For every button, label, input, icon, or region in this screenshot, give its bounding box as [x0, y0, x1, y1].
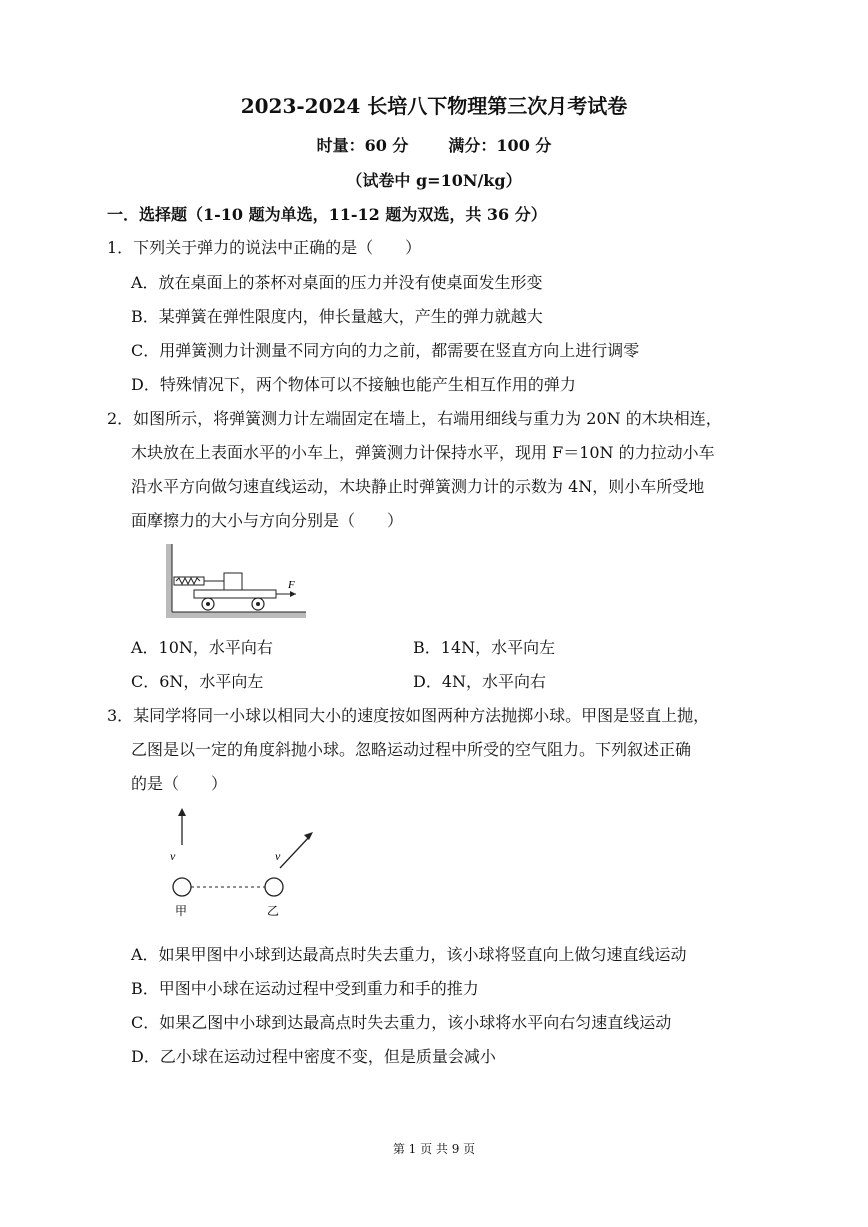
q3-option-c: C．如果乙图中小球到达最高点时失去重力，该小球将水平向右匀速直线运动 [131, 1013, 672, 1032]
g-note: （试卷中 g=10N/kg） [346, 171, 522, 190]
q2-stem-line-1: 2．如图所示，将弹簧测力计左端固定在墙上，右端用细线与重力为 20N 的木块相连， [107, 409, 722, 428]
page-title: 2023-2024 长培八下物理第三次月考试卷 [240, 94, 628, 118]
q3-stem-line-3: 的是（ ） [131, 774, 228, 793]
q3-stem-line-2: 乙图是以一定的角度斜抛小球。忽略运动过程中所受的空气阻力。下列叙述正确 [131, 740, 692, 759]
exam-meta [0, 133, 868, 156]
page-footer: 第 1 页 共 9 页 [392, 1142, 476, 1156]
wood-block [224, 573, 242, 590]
q3-stem-line-1: 3．某同学将同一小球以相同大小的速度按如图两种方法抛掷小球。甲图是竖直上抛， [107, 706, 710, 725]
ball-left [173, 878, 191, 896]
q1-option-d: D．特殊情况下，两个物体可以不接触也能产生相互作用的弹力 [131, 375, 576, 394]
q2-option-a: A．10N，水平向右 [131, 638, 273, 657]
cart [194, 590, 276, 598]
spring-cart-figure [160, 540, 310, 620]
q2-option-b: B．14N，水平向左 [413, 638, 556, 657]
throw-figure [160, 800, 330, 925]
velocity-label-right: v [275, 849, 281, 863]
q1-option-a: A．放在桌面上的茶杯对桌面的压力并没有使桌面发生形变 [131, 273, 543, 292]
q2-option-c: C．6N，水平向左 [131, 672, 264, 691]
ground [166, 612, 306, 618]
score-label: 满分：100 分 [448, 136, 552, 155]
q3-option-d: D．乙小球在运动过程中密度不变，但是质量会减小 [131, 1047, 496, 1066]
q1-stem: 1．下列关于弹力的说法中正确的是（ ） [107, 238, 422, 257]
q3-option-a: A．如果甲图中小球到达最高点时失去重力，该小球将竖直向上做匀速直线运动 [131, 945, 687, 964]
label-jia: 甲 [175, 904, 188, 918]
force-label: F [288, 579, 295, 591]
ball-right [265, 878, 283, 896]
q1-option-c: C．用弹簧测力计测量不同方向的力之前，都需要在竖直方向上进行调零 [131, 341, 640, 360]
q2-stem-line-3: 沿水平方向做匀速直线运动，木块静止时弹簧测力计的示数为 4N，则小车所受地 [131, 477, 705, 496]
q2-stem-line-2: 木块放在上表面水平的小车上，弹簧测力计保持水平，现用 F＝10N 的力拉动小车 [131, 443, 715, 462]
q2-stem-line-4: 面摩擦力的大小与方向分别是（ ） [131, 511, 404, 530]
spring-scale [174, 577, 224, 585]
section-heading: 一．选择题（1-10 题为单选，11-12 题为双选，共 36 分） [107, 205, 547, 224]
q3-option-b: B．甲图中小球在运动过程中受到重力和手的推力 [131, 979, 479, 998]
label-yi: 乙 [267, 904, 280, 918]
q1-option-b: B．某弹簧在弹性限度内，伸长量越大，产生的弹力就越大 [131, 307, 543, 326]
q2-option-d: D．4N，水平向右 [413, 672, 547, 691]
wall [166, 544, 172, 616]
velocity-label-left: v [170, 849, 176, 863]
time-label: 时量：60 分 [316, 136, 409, 155]
oblique-velocity-arrow [280, 836, 310, 868]
